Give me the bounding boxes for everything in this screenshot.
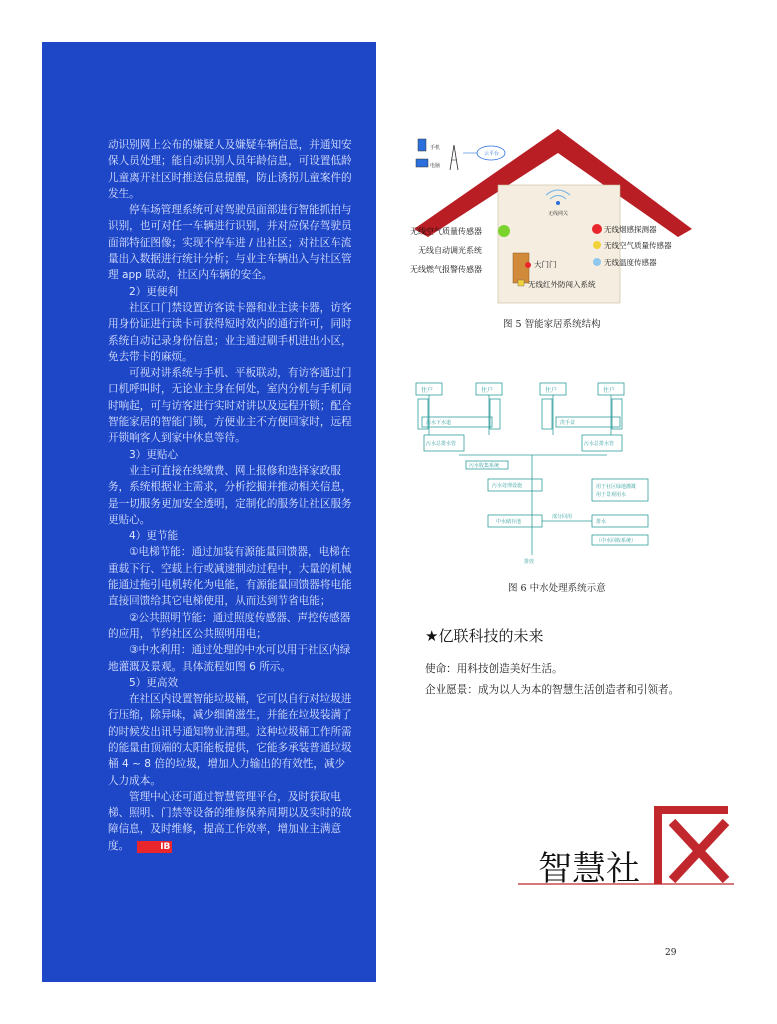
lock-icon <box>525 262 531 268</box>
note-label: （中水回收系统） <box>596 538 637 544</box>
paragraph: ③中水利用：通过处理的中水可以用于社区内绿地灌溉及景观。具体流程如图 6 所示。 <box>108 644 351 673</box>
smart-community-logo <box>516 800 736 890</box>
vision-text: 企业愿景：成为以人为本的智慧生活创造者和引领者。 <box>425 684 680 696</box>
tank-label: 污水收集系统 <box>469 463 500 469</box>
subheading: 4）更节能 <box>129 530 179 543</box>
out-label: 排放 <box>524 559 535 565</box>
lab1-label: 用于景观用水 <box>596 492 627 498</box>
paragraph: 社区口门禁设置访客读卡器和业主读卡器，访客用身份证进行读卡可获得短时效内的通行许可，同时系统自动记录身份信息；业主通过刷手机进出小区，免去带卡的麻烦。 <box>108 301 352 363</box>
user-label: 住户 <box>481 387 494 394</box>
subheading: 2）更便利 <box>129 285 179 298</box>
infrared-label: 无线红外防闯入系统 <box>528 280 596 289</box>
star-icon <box>498 225 510 237</box>
paragraph: 在社区内设置智能垃圾桶，它可以自行对垃圾进行压缩，除异味，减少细菌滋生，并能在垃圾装满了的时候发出讯号通知物业清理。这种垃圾桶工作所需的能量由顶端的太阳能板提供，它能多承装普通垃圾桶 4 ~ 8 倍的垃圾，增加人力输出的有效性，减少人力成本。 <box>108 693 352 787</box>
snowflake-icon <box>593 258 601 266</box>
page-number: 29 <box>665 948 677 958</box>
end-mark: IB <box>137 841 172 853</box>
bulb-icon <box>593 241 601 249</box>
kitchen-label: 污水下水道 <box>426 420 452 426</box>
paragraph <box>108 789 354 854</box>
figure5-caption: 图 5 智能家居系统结构 <box>503 319 601 330</box>
infrared-icon <box>518 280 524 286</box>
door-label: 大门门 <box>534 260 557 269</box>
section-title: ★亿联科技的未来 <box>425 627 544 645</box>
reuse-label: 用于社区绿地灌溉 <box>596 484 637 490</box>
sewage-label-left: 污水总排水管 <box>426 441 457 447</box>
paragraph: 业主可直接在线缴费、网上报修和选择家政服务，系统根据业主需求，分析挖掘并推动相关信息，是一切服务更加安全透明，定制化的服务让社区服务更贴心。 <box>108 464 352 526</box>
logo-big-char <box>654 806 728 884</box>
store-label: 中水储存池 <box>496 519 522 525</box>
figure6-caption: 图 6 中水处理系统示意 <box>508 583 606 594</box>
paragraph: 停车场管理系统可对驾驶员面部进行智能抓拍与识别，也可对任一车辆进行识别，并对应保存驾驶员面部特征图像；实现不停车进 / 出社区；对社区车流量出入数据进行统计分析；与业主车辆出入与社区管理 app 联动，社区内车辆的安全。 <box>108 204 352 282</box>
pc-icon <box>416 159 428 167</box>
treat-label: 污水处理设施 <box>492 483 523 489</box>
phone-label: 手机 <box>430 145 441 151</box>
light-system-label: 无线自动调光系统 <box>418 246 482 255</box>
paragraph-text: 管理中心还可通过智慧管理平台，及时获取电梯、照明、门禁等设备的维修保养周期以及实时的故障信息，及时维修，提高工作效率，增加业主满意度。 <box>108 790 352 852</box>
gas-sensor-label: 无线燃气报警传感器 <box>410 265 482 274</box>
gateway-label: 无线网关 <box>548 211 569 217</box>
paragraph: 动识别网上公布的嫌疑人及嫌疑车辆信息，并通知安保人员处理；能自动识别人员年龄信息，可设置低龄儿童离开社区时推送信息提醒，防止诱拐儿童案件的发生。 <box>108 139 352 200</box>
smart-home-diagram <box>408 125 698 315</box>
smoke-label: 无线烟感探测器 <box>604 225 657 234</box>
logo-big-char-text: 区 <box>516 800 517 801</box>
smoke-icon <box>592 224 602 234</box>
cloud-label: 云平台 <box>484 151 500 157</box>
pc-label: 电脑 <box>430 163 441 169</box>
user-label: 住户 <box>603 387 616 394</box>
mid-label: 部分回用 <box>552 514 573 520</box>
drain-label: 排水 <box>596 519 607 525</box>
wash-label: 洗手盆 <box>560 420 576 426</box>
signal-tower-icon <box>450 145 458 170</box>
logo-text: 智慧社 <box>538 849 640 889</box>
left-column-text <box>108 137 354 854</box>
subheading: 3）更贴心 <box>129 448 179 461</box>
air-sensor-label: 无线空气质量传感器 <box>410 227 482 236</box>
water-recycling-diagram <box>412 375 662 570</box>
paragraph: ①电梯节能：通过加装有源能量回馈器，电梯在重载下行、空载上行或减速制动过程中，大量的机械能通过拖引电机转化为电能，有源能量回馈器将电能直接回馈给其它电梯使用，从而达到节省电能； <box>108 546 352 608</box>
door-icon <box>513 253 529 283</box>
subheading: 5）更高效 <box>129 676 179 689</box>
user-label: 住户 <box>421 387 434 394</box>
paragraph: 可视对讲系统与手机、平板联动，有访客通过门口机呼叫时，无论业主身在何处，室内分机与手机同时响起，可与访客进行实时对讲以及远程开锁；配合智能家居的智能门锁，方便业主不方便回家时，远程开锁响客人到家中休息等待。 <box>108 367 352 445</box>
temperature-label: 无线温度传感器 <box>604 258 657 267</box>
air-quality-label: 无线空气质量传感器 <box>604 241 672 250</box>
paragraph: ②公共照明节能：通过照度传感器、声控传感器的应用，节约社区公共照明用电； <box>108 611 351 640</box>
sewage-label-right: 污水总排水管 <box>584 441 615 447</box>
user-label: 住户 <box>545 387 558 394</box>
mission-text: 使命：用科技创造美好生活。 <box>425 663 563 675</box>
phone-icon <box>418 139 426 151</box>
